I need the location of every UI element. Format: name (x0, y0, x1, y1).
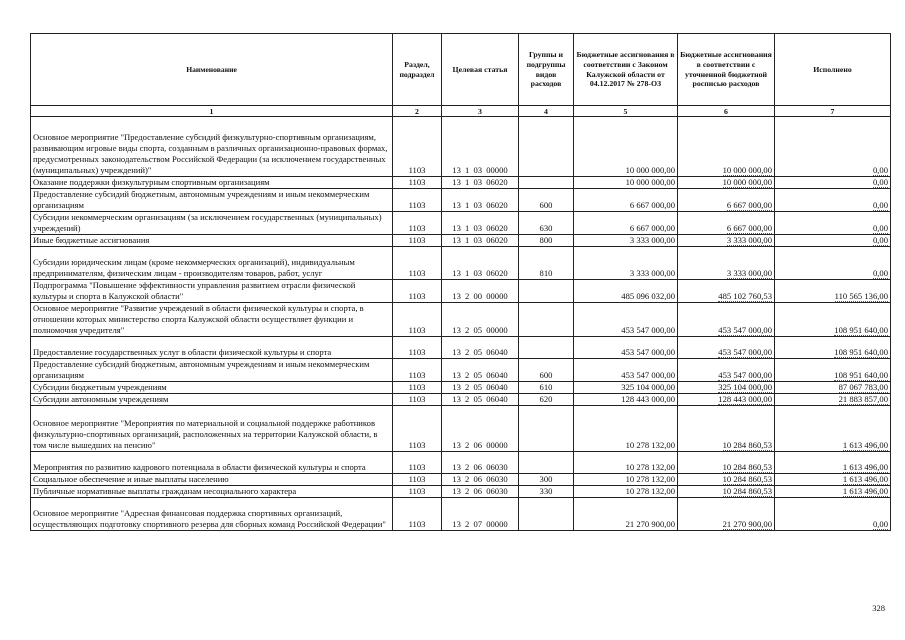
row-law-amount (574, 486, 678, 498)
row-group (519, 452, 574, 474)
row-target: 13 2 05 06040 (442, 382, 519, 394)
row-refined-amount (678, 406, 775, 452)
row-group (519, 303, 574, 337)
row-refined-amount-value: 6 667 000,00 (726, 223, 772, 233)
row-group (519, 337, 574, 359)
row-law-amount-value: 10 278 132,00 (625, 474, 675, 484)
row-refined-amount (678, 394, 775, 406)
row-refined-amount (678, 452, 775, 474)
row-section: 1103 (393, 337, 442, 359)
row-law-amount (574, 303, 678, 337)
row-group: 630 (519, 212, 574, 235)
row-section: 1103 (393, 452, 442, 474)
row-group: 300 (519, 474, 574, 486)
row-refined-amount-value: 453 547 000,00 (718, 370, 772, 380)
row-executed-amount (775, 486, 891, 498)
row-refined-amount-value: 485 102 760,53 (718, 291, 772, 301)
row-target: 13 2 06 06030 (442, 452, 519, 474)
row-group (519, 117, 574, 177)
row-section: 1103 (393, 235, 442, 247)
row-refined-amount-value: 3 333 000,00 (726, 235, 772, 245)
row-section: 1103 (393, 177, 442, 189)
row-name: Основное мероприятие "Мероприятия по материальной и социальной поддержке работников физкультурно-спортивных организаций, расположенных на территории Калужской области, в том числе вышедших на пенсию" (31, 406, 393, 452)
column-number: 1 (31, 106, 393, 117)
row-executed-amount (775, 382, 891, 394)
row-executed-amount-value: 0,00 (872, 165, 888, 175)
row-law-amount-value: 6 667 000,00 (629, 223, 675, 233)
row-section: 1103 (393, 303, 442, 337)
row-law-amount (574, 474, 678, 486)
row-law-amount (574, 212, 678, 235)
header-executed: Исполнено (775, 34, 891, 106)
row-law-amount-value: 3 333 000,00 (629, 235, 675, 245)
row-refined-amount-value: 10 000 000,00 (722, 177, 772, 187)
column-number: 5 (574, 106, 678, 117)
row-target: 13 1 03 06020 (442, 247, 519, 280)
row-section: 1103 (393, 486, 442, 498)
row-refined-amount-value: 10 284 860,53 (722, 462, 772, 472)
header-group: Группы и подгруппы видов расходов (519, 34, 574, 106)
row-refined-amount (678, 235, 775, 247)
header-row (31, 34, 891, 106)
row-refined-amount (678, 177, 775, 189)
row-refined-amount-value: 325 104 000,00 (718, 382, 772, 392)
row-target: 13 1 03 06020 (442, 189, 519, 212)
row-refined-amount-value: 453 547 000,00 (718, 325, 772, 335)
column-number: 6 (678, 106, 775, 117)
row-group: 330 (519, 486, 574, 498)
row-executed-amount-value: 0,00 (872, 223, 888, 233)
row-executed-amount-value: 1 613 496,00 (842, 486, 888, 496)
row-law-amount-value: 485 096 032,00 (621, 291, 675, 301)
row-executed-amount (775, 189, 891, 212)
row-section: 1103 (393, 406, 442, 452)
row-section: 1103 (393, 394, 442, 406)
row-executed-amount-value: 0,00 (872, 177, 888, 187)
row-name: Предоставление субсидий бюджетным, автономным учреждениям и иным некоммерческим организациям (31, 189, 393, 212)
row-law-amount (574, 177, 678, 189)
row-law-amount (574, 117, 678, 177)
row-law-amount (574, 359, 678, 382)
row-target: 13 1 03 06020 (442, 177, 519, 189)
row-law-amount-value: 21 270 900,00 (625, 519, 675, 529)
row-refined-amount-value: 6 667 000,00 (726, 200, 772, 210)
row-refined-amount (678, 486, 775, 498)
row-section: 1103 (393, 498, 442, 531)
row-refined-amount-value: 10 284 860,53 (722, 474, 772, 484)
row-name: Основное мероприятие "Адресная финансовая поддержка спортивных организаций, осуществляющих подготовку спортивного резерва для сборных команд Российской Федерации" (31, 498, 393, 531)
row-target: 13 1 03 06020 (442, 235, 519, 247)
row-executed-amount (775, 247, 891, 280)
row-law-amount-value: 10 000 000,00 (625, 165, 675, 175)
row-executed-amount-value: 108 951 640,00 (834, 325, 888, 335)
budget-execution-table (30, 33, 891, 531)
row-executed-amount (775, 498, 891, 531)
row-executed-amount-value: 108 951 640,00 (834, 347, 888, 357)
table-row (31, 498, 891, 531)
header-law: Бюджетные ассигнования в соответствии с Законом Калужской области от 04.12.2017 № 278-ОЗ (574, 34, 678, 106)
row-law-amount-value: 6 667 000,00 (629, 200, 675, 210)
row-target: 13 2 05 06040 (442, 394, 519, 406)
row-executed-amount (775, 406, 891, 452)
table-row (31, 247, 891, 280)
row-executed-amount (775, 452, 891, 474)
row-executed-amount-value: 1 613 496,00 (842, 474, 888, 484)
row-executed-amount (775, 177, 891, 189)
row-group: 800 (519, 235, 574, 247)
row-executed-amount (775, 117, 891, 177)
row-executed-amount (775, 303, 891, 337)
row-group (519, 280, 574, 303)
column-number: 3 (442, 106, 519, 117)
table-row (31, 382, 891, 394)
row-executed-amount (775, 280, 891, 303)
table-row (31, 394, 891, 406)
row-law-amount-value: 453 547 000,00 (621, 370, 675, 380)
row-name: Мероприятия по развитию кадрового потенциала в области физической культуры и спорта (31, 452, 393, 474)
row-executed-amount-value: 21 883 857,00 (838, 394, 888, 404)
column-number-row (31, 106, 891, 117)
row-target: 13 2 00 00000 (442, 280, 519, 303)
table-row (31, 117, 891, 177)
row-law-amount-value: 10 278 132,00 (625, 486, 675, 496)
row-refined-amount (678, 247, 775, 280)
row-name: Иные бюджетные ассигнования (31, 235, 393, 247)
row-group (519, 406, 574, 452)
row-name: Предоставление государственных услуг в области физической культуры и спорта (31, 337, 393, 359)
row-executed-amount-value: 0,00 (872, 519, 888, 529)
row-refined-amount-value: 10 284 860,53 (722, 486, 772, 496)
row-group: 600 (519, 189, 574, 212)
row-law-amount-value: 3 333 000,00 (629, 268, 675, 278)
row-target: 13 2 06 06030 (442, 486, 519, 498)
row-law-amount-value: 128 443 000,00 (621, 394, 675, 404)
table-row (31, 303, 891, 337)
row-section: 1103 (393, 247, 442, 280)
column-number: 7 (775, 106, 891, 117)
row-law-amount-value: 10 278 132,00 (625, 440, 675, 450)
row-refined-amount-value: 453 547 000,00 (718, 347, 772, 357)
row-law-amount-value: 10 000 000,00 (625, 177, 675, 187)
row-target: 13 2 06 06030 (442, 474, 519, 486)
header-refined: Бюджетные ассигнования в соответствии с уточненной бюджетной росписью расходов (678, 34, 775, 106)
row-section: 1103 (393, 359, 442, 382)
row-name: Публичные нормативные выплаты гражданам несоциального характера (31, 486, 393, 498)
row-executed-amount (775, 394, 891, 406)
row-name: Субсидии юридическим лицам (кроме некоммерческих организаций), индивидуальным предпринимателям, физическим лицам - производителям товаров, работ, услуг (31, 247, 393, 280)
row-section: 1103 (393, 474, 442, 486)
row-name: Подпрограмма "Повышение эффективности управления развитием отрасли физической культуры и спорта в Калужской области" (31, 280, 393, 303)
row-law-amount (574, 189, 678, 212)
row-section: 1103 (393, 189, 442, 212)
row-refined-amount (678, 359, 775, 382)
row-name: Субсидии бюджетным учреждениям (31, 382, 393, 394)
table-row (31, 452, 891, 474)
row-refined-amount (678, 189, 775, 212)
row-executed-amount-value: 0,00 (872, 235, 888, 245)
row-section: 1103 (393, 117, 442, 177)
table-row (31, 406, 891, 452)
row-section: 1103 (393, 212, 442, 235)
row-executed-amount-value: 110 565 136,00 (834, 291, 888, 301)
table-row (31, 337, 891, 359)
row-target: 13 2 07 00000 (442, 498, 519, 531)
row-refined-amount-value: 3 333 000,00 (726, 268, 772, 278)
header-target: Целевая статья (442, 34, 519, 106)
row-target: 13 2 05 06040 (442, 359, 519, 382)
row-law-amount (574, 394, 678, 406)
row-law-amount-value: 10 278 132,00 (625, 462, 675, 472)
row-target: 13 2 05 06040 (442, 337, 519, 359)
table-row (31, 474, 891, 486)
row-law-amount-value: 453 547 000,00 (621, 325, 675, 335)
row-refined-amount-value: 10 284 860,53 (722, 440, 772, 450)
row-target: 13 2 06 00000 (442, 406, 519, 452)
row-refined-amount (678, 212, 775, 235)
row-refined-amount-value: 10 000 000,00 (722, 165, 772, 175)
table-body (31, 117, 891, 531)
table-row (31, 177, 891, 189)
row-law-amount-value: 325 104 000,00 (621, 382, 675, 392)
row-target: 13 2 05 00000 (442, 303, 519, 337)
row-name: Основное мероприятие "Развитие учреждений в области физической культуры и спорта, в отношении которых министерство спорта Калужской области осуществляет функции и полномочия учредителя" (31, 303, 393, 337)
row-name: Оказание поддержки физкультурным спортивным организациям (31, 177, 393, 189)
column-number: 4 (519, 106, 574, 117)
row-section: 1103 (393, 382, 442, 394)
row-law-amount (574, 280, 678, 303)
row-refined-amount-value: 128 443 000,00 (718, 394, 772, 404)
row-refined-amount (678, 117, 775, 177)
row-executed-amount (775, 212, 891, 235)
table-row (31, 486, 891, 498)
row-name: Основное мероприятие "Предоставление субсидий физкультурно-спортивным организациям, развивающим игровые виды спорта, созданным в различных организационно-правовых формах, предусмотренных законодательством Российской Федерации (за исключением государственных (муниципальных) учреждений)" (31, 117, 393, 177)
row-executed-amount (775, 474, 891, 486)
row-law-amount (574, 337, 678, 359)
column-number: 2 (393, 106, 442, 117)
row-name: Предоставление субсидий бюджетным, автономным учреждениям и иным некоммерческим организациям (31, 359, 393, 382)
row-group: 810 (519, 247, 574, 280)
row-law-amount-value: 453 547 000,00 (621, 347, 675, 357)
row-executed-amount-value: 87 067 783,00 (838, 382, 888, 392)
row-refined-amount (678, 498, 775, 531)
row-law-amount (574, 382, 678, 394)
row-group (519, 498, 574, 531)
row-group: 600 (519, 359, 574, 382)
row-refined-amount (678, 337, 775, 359)
header-section: Раздел, подраздел (393, 34, 442, 106)
header-name: Наименование (31, 34, 393, 106)
row-executed-amount-value: 108 951 640,00 (834, 370, 888, 380)
row-group: 620 (519, 394, 574, 406)
row-executed-amount-value: 0,00 (872, 268, 888, 278)
row-executed-amount (775, 359, 891, 382)
row-name: Субсидии автономным учреждениям (31, 394, 393, 406)
row-name: Субсидии некоммерческим организациям (за исключением государственных (муниципальных) учреждений) (31, 212, 393, 235)
row-executed-amount-value: 1 613 496,00 (842, 462, 888, 472)
row-law-amount (574, 235, 678, 247)
row-target: 13 1 03 00000 (442, 117, 519, 177)
table-row (31, 189, 891, 212)
row-group: 610 (519, 382, 574, 394)
row-executed-amount (775, 337, 891, 359)
row-name: Социальное обеспечение и иные выплаты населению (31, 474, 393, 486)
row-law-amount (574, 406, 678, 452)
page-number: 328 (872, 603, 885, 613)
row-refined-amount (678, 474, 775, 486)
row-target: 13 1 03 06020 (442, 212, 519, 235)
table-row (31, 235, 891, 247)
row-executed-amount (775, 235, 891, 247)
table-row (31, 280, 891, 303)
row-law-amount (574, 247, 678, 280)
table-row (31, 212, 891, 235)
row-executed-amount-value: 1 613 496,00 (842, 440, 888, 450)
row-law-amount (574, 452, 678, 474)
row-refined-amount (678, 382, 775, 394)
row-executed-amount-value: 0,00 (872, 200, 888, 210)
row-group (519, 177, 574, 189)
row-refined-amount (678, 303, 775, 337)
table-row (31, 359, 891, 382)
row-refined-amount (678, 280, 775, 303)
row-section: 1103 (393, 280, 442, 303)
row-refined-amount-value: 21 270 900,00 (722, 519, 772, 529)
row-law-amount (574, 498, 678, 531)
